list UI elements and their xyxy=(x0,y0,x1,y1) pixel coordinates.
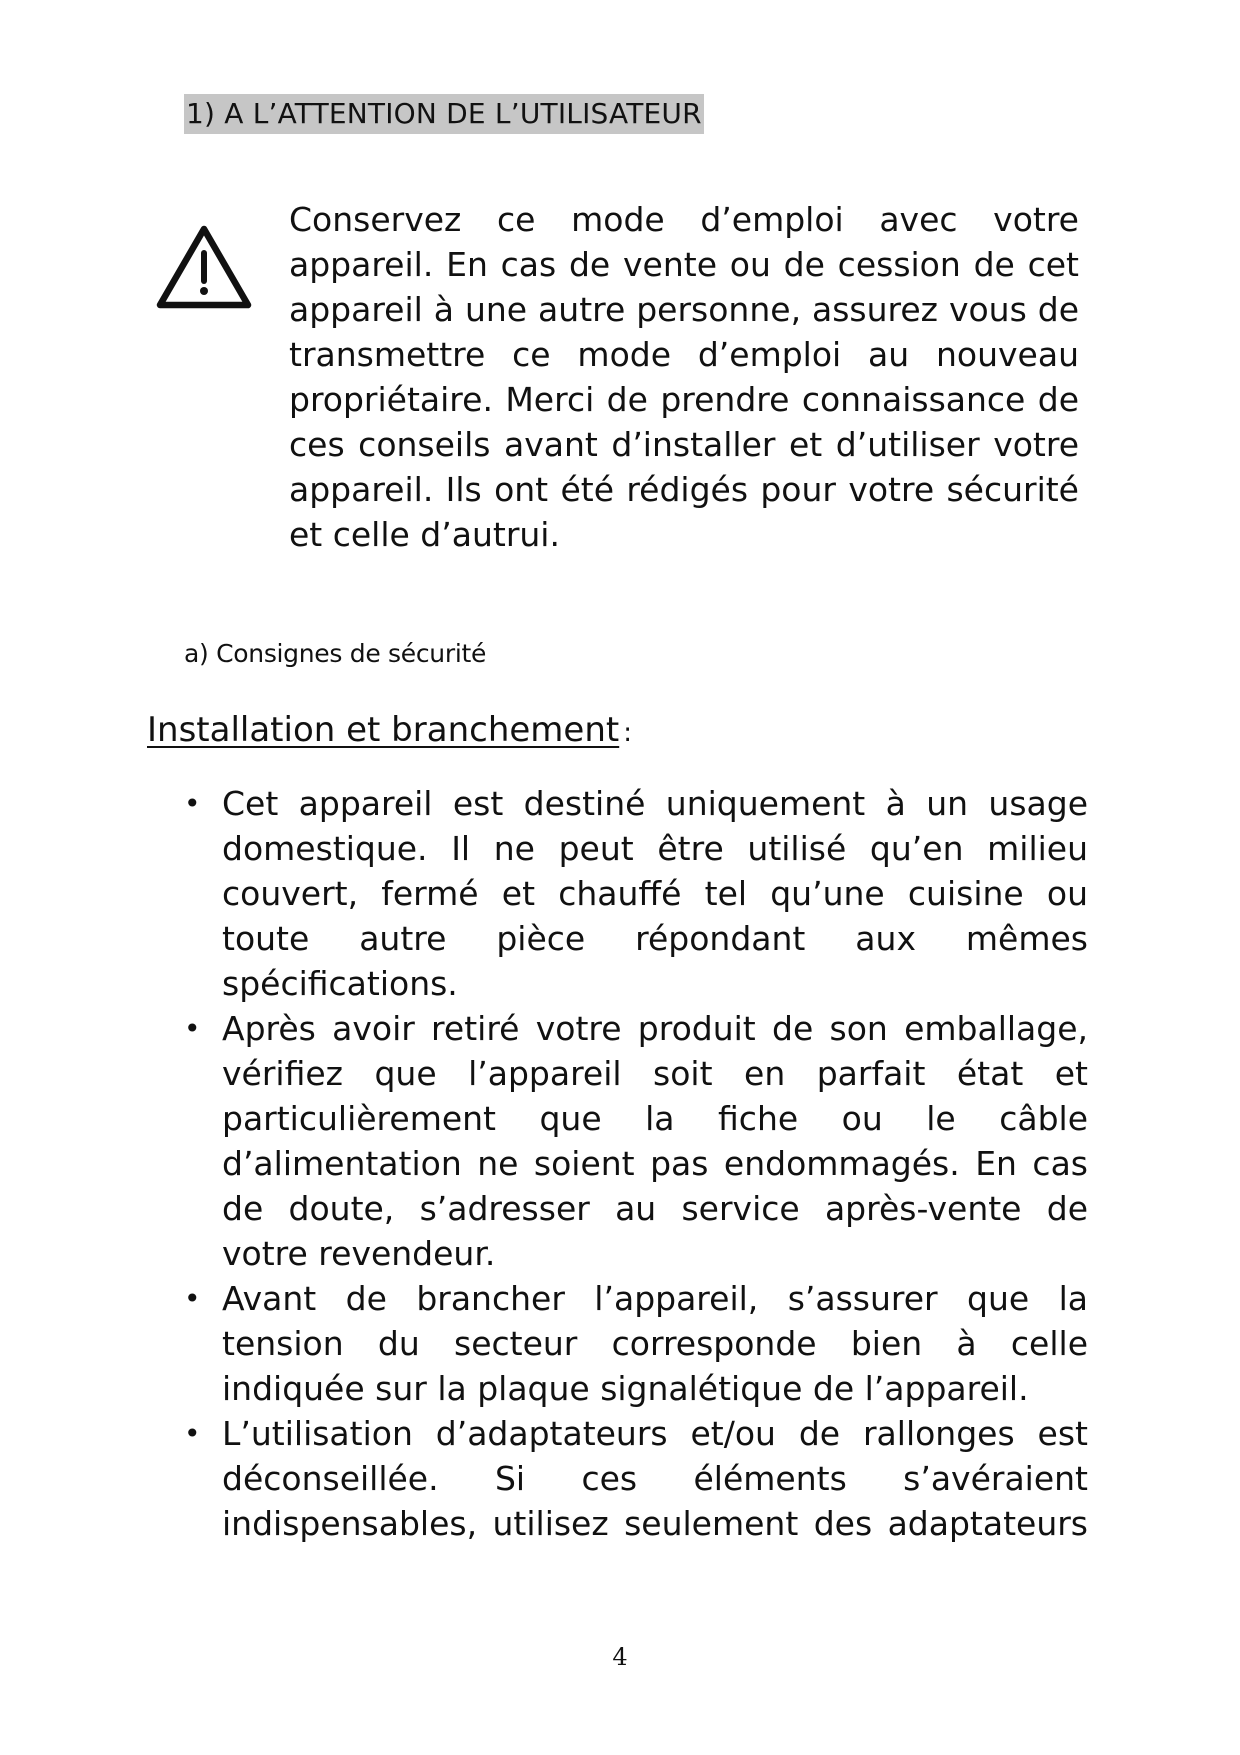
warning-text: Conservez ce mode d’emploi avec votre appareil. En cas de vente ou de cession de cet appareil à une autre personne, assurez vous de transmettre ce mode d’emploi au nouveau propriétaire. Merci de prendre connaissance de ces conseils avant d’installer et d’utiliser votre appareil. Ils ont été rédigés pour votre sécurité et celle d’autrui. xyxy=(289,200,1079,554)
section-heading: 1) A L’ATTENTION DE L’UTILISATEUR xyxy=(184,94,704,134)
page-number: 4 xyxy=(612,1643,628,1671)
subsection-heading: a) Consignes de sécurité xyxy=(184,639,487,668)
installation-heading-colon: : xyxy=(623,718,632,748)
list-item: • Avant de brancher l’appareil, s’assurer que la tension du secteur corresponde bien à celle indiquée sur la plaque signalétique de l’appareil. xyxy=(222,1276,1088,1411)
warning-triangle-icon xyxy=(155,223,253,311)
list-item: • Après avoir retiré votre produit de son emballage, vérifiez que l’appareil soit en parfait état et particulièrement que la fiche ou le câble d’alimentation ne soient pas endommagés. En cas de doute, s’adresser au service après-vente de votre revendeur. xyxy=(222,1006,1088,1276)
list-item: • Cet appareil est destiné uniquement à un usage domestique. Il ne peut être utilisé qu’en milieu couvert, fermé et chauffé tel qu’une cuisine ou toute autre pièce répondant aux mêmes spécifications. xyxy=(222,781,1088,1006)
installation-list xyxy=(222,781,1088,1546)
installation-heading-label: Installation et branchement xyxy=(147,710,620,750)
installation-heading xyxy=(147,707,632,756)
list-item: • L’utilisation d’adaptateurs et/ou de rallonges est déconseillée. Si ces éléments s’avéraient indispensables, utilisez seulement des adaptateurs xyxy=(222,1411,1088,1546)
